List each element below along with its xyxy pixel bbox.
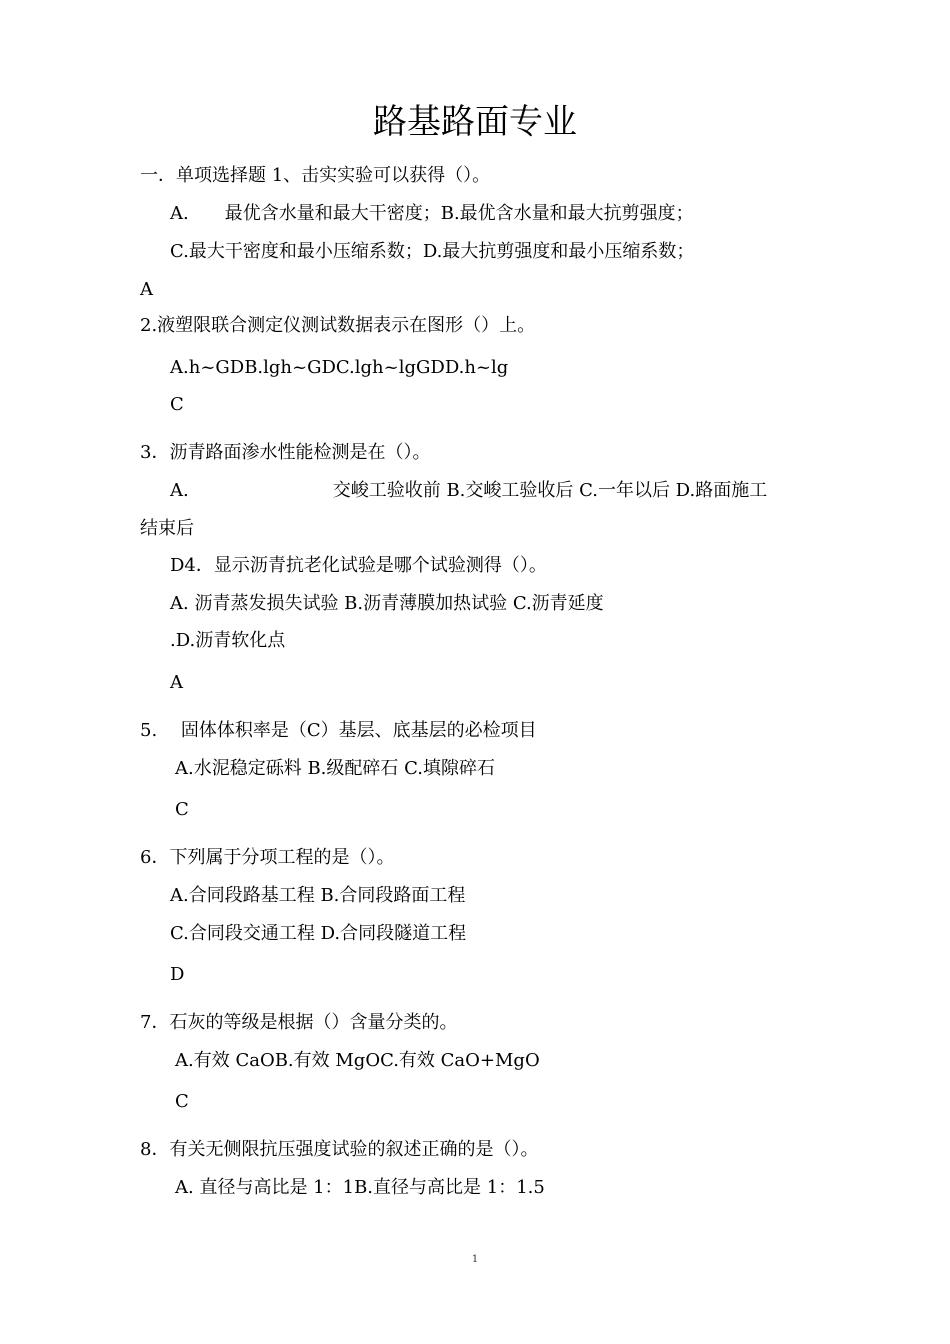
question-4-answer: A — [170, 672, 183, 693]
question-6-options-cd: C.合同段交通工程 D.合同段隧道工程 — [170, 923, 467, 944]
page-number: 1 — [471, 1254, 479, 1265]
question-6-options-ab: A.合同段路基工程 B.合同段路面工程 — [170, 885, 466, 906]
question-2-options: A.h~GDB.lgh~GDC.lgh~lgGDD.h~lg — [170, 357, 509, 378]
question-3-stem: 3．沥青路面渗水性能检测是在（）。 — [140, 442, 431, 463]
question-3-options: A. 交峻工验收前 B.交峻工验收后 C.一年以后 D.路面施工 — [170, 480, 768, 501]
question-2-answer: C — [170, 394, 184, 415]
question-6-answer: D — [170, 964, 185, 985]
question-4-options-cont: .D.沥青软化点 — [170, 630, 286, 651]
question-1-stem: 一．单项选择题 1、击实实验可以获得（）。 — [140, 165, 491, 186]
question-5-answer: C — [175, 799, 189, 820]
question-4-stem: D4．显示沥青抗老化试验是哪个试验测得（）。 — [170, 555, 547, 576]
question-3-options-cont: 结束后 — [140, 518, 194, 539]
question-1-options-ab: A. 最优含水量和最大干密度；B.最优含水量和最大抗剪强度； — [170, 203, 694, 224]
question-7-answer: C — [175, 1091, 189, 1112]
question-8-options: A. 直径与高比是 1：1B.直径与高比是 1：1.5 — [175, 1177, 545, 1198]
question-7-stem: 7．石灰的等级是根据（）含量分类的。 — [140, 1012, 458, 1033]
question-4-options: A. 沥青蒸发损失试验 B.沥青薄膜加热试验 C.沥青延度 — [170, 593, 604, 614]
question-2-stem: 2.液塑限联合测定仪测试数据表示在图形（）上。 — [140, 315, 536, 336]
question-6-stem: 6．下列属于分项工程的是（）。 — [140, 847, 395, 868]
question-7-options: A.有效 CaOB.有效 MgOC.有效 CaO+MgO — [175, 1050, 540, 1071]
question-5-stem: 5. 固体体积率是（C）基层、底基层的必检项目 — [140, 720, 537, 741]
question-8-stem: 8．有关无侧限抗压强度试验的叙述正确的是（）。 — [140, 1139, 539, 1160]
page-title: 路基路面专业 — [373, 102, 577, 142]
question-1-options-cd: C.最大干密度和最小压缩系数；D.最大抗剪强度和最小压缩系数； — [170, 241, 695, 262]
question-5-options: A.水泥稳定砾料 B.级配碎石 C.填隙碎石 — [175, 758, 495, 779]
question-1-answer: A — [140, 279, 153, 300]
